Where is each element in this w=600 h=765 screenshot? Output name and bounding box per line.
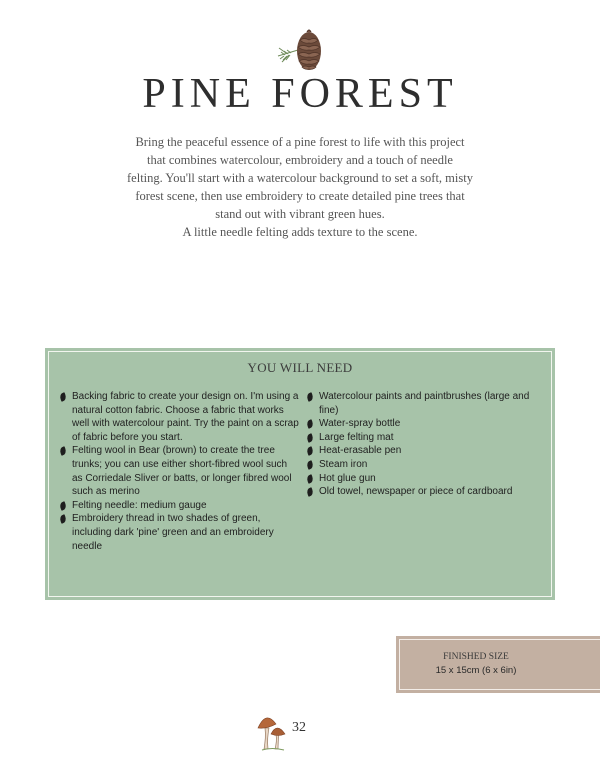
list-item xyxy=(306,444,546,458)
list-item-text: Old towel, newspaper or piece of cardboard xyxy=(319,486,513,498)
materials-list-left xyxy=(59,390,299,553)
list-item xyxy=(306,390,546,417)
intro-closing-line: A little needle felting adds texture to the scene. xyxy=(182,225,418,239)
you-will-need-title: YOU WILL NEED xyxy=(247,360,353,375)
list-item xyxy=(59,499,299,513)
list-item xyxy=(59,390,299,444)
pinecone-icon xyxy=(276,26,326,74)
list-item xyxy=(59,444,299,498)
intro-line: stand out with vibrant green hues. xyxy=(215,207,385,221)
page-number: 32 xyxy=(292,720,306,735)
finished-size-title: FINISHED SIZE xyxy=(443,652,509,662)
list-item-text: Watercolour paints and paintbrushes (large and fine) xyxy=(319,391,530,416)
list-item-text: Water-spray bottle xyxy=(319,418,401,430)
list-item xyxy=(306,472,546,486)
leaf-bullet-icon xyxy=(306,419,314,429)
list-item-text: Steam iron xyxy=(319,458,368,470)
materials-list-right xyxy=(306,390,546,499)
list-item xyxy=(306,431,546,445)
list-item-text: Large felting mat xyxy=(319,431,394,443)
leaf-bullet-icon xyxy=(306,392,314,402)
list-item xyxy=(306,458,546,472)
leaf-bullet-icon xyxy=(306,474,314,484)
leaf-bullet-icon xyxy=(59,501,67,511)
leaf-bullet-icon xyxy=(306,447,314,457)
intro-line: felting. You'll start with a watercolour background to set a soft, misty xyxy=(127,171,473,185)
list-item-text: Felting needle: medium gauge xyxy=(72,499,207,511)
leaf-bullet-icon xyxy=(306,460,314,470)
mushroom-icon xyxy=(256,712,290,752)
finished-size-box xyxy=(396,636,600,693)
leaf-bullet-icon xyxy=(306,487,314,497)
list-item-text: Embroidery thread in two shades of green, including dark 'pine' green and an embroidery needle xyxy=(72,513,274,552)
list-item-text: Heat-erasable pen xyxy=(319,445,402,457)
list-item xyxy=(306,417,546,431)
page-title: PINE FOREST xyxy=(142,71,458,117)
intro-line: that combines watercolour, embroidery and a touch of needle xyxy=(147,153,453,167)
list-item-text: Backing fabric to create your design on. I'm using a natural cotton fabric. Choose a fabric that works well with watercolour paint. Try the paint on a scrap of fabric before you start. xyxy=(72,391,299,443)
leaf-bullet-icon xyxy=(306,433,314,443)
intro-paragraph xyxy=(120,133,480,241)
intro-line: Bring the peaceful essence of a pine forest to life with this project xyxy=(135,135,465,149)
list-item xyxy=(59,512,299,553)
list-item xyxy=(306,485,546,499)
leaf-bullet-icon xyxy=(59,447,67,457)
leaf-bullet-icon xyxy=(59,392,67,402)
you-will-need-box xyxy=(45,348,555,600)
leaf-bullet-icon xyxy=(59,515,67,525)
list-item-text: Hot glue gun xyxy=(319,472,376,484)
list-item-text: Felting wool in Bear (brown) to create the tree trunks; you can use either short-fibred wool such as Corriedale Sliver or batts, or longer fibred wool such as merino xyxy=(72,445,292,498)
finished-size-value: 15 x 15cm (6 x 6in) xyxy=(435,665,517,676)
intro-line: forest scene, then use embroidery to create detailed pine trees that xyxy=(135,189,465,203)
